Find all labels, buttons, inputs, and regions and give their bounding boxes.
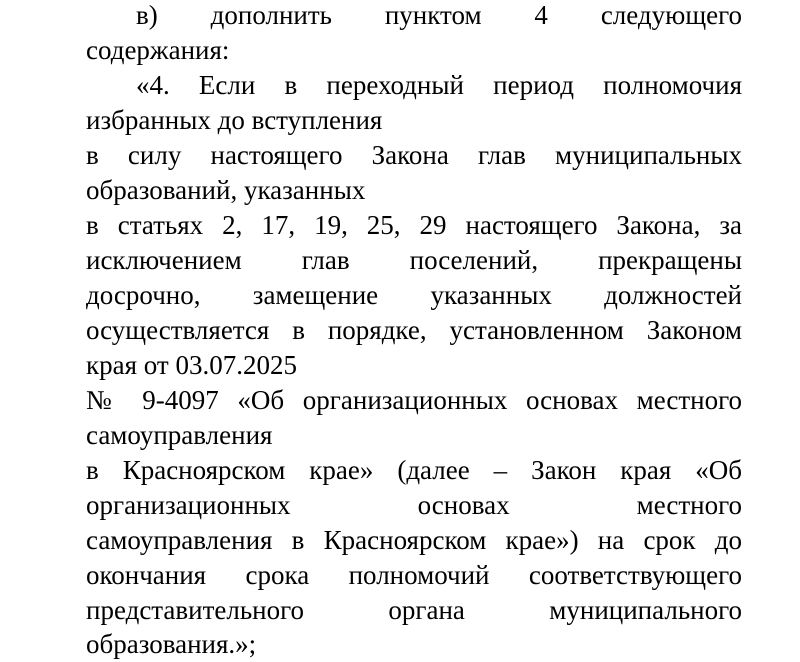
text-line-15: организационных основах местного [86,490,742,520]
text-line-1: в) дополнить пунктом 4 следующего [136,0,742,30]
text-line-5: в силу настоящего Закона глав муниципальных [86,140,742,170]
text-line-14: в Красноярском крае» (далее – Закон края «Об [86,455,742,485]
text-line-13: самоуправления [86,420,273,450]
text-line-3: «4. Если в переходный период полномочия [136,70,742,100]
text-line-19: образования.»; [86,629,257,659]
text-line-9: досрочно, замещение указанных должностей [86,280,742,310]
text-line-16: самоуправления в Красноярском крае») на срок до [86,525,742,555]
text-line-4: избранных до вступления [86,105,383,135]
text-line-12: № 9-4097 «Об организационных основах местного [86,385,742,415]
text-line-10: осуществляется в порядке, установленном Законом [86,315,742,345]
text-line-6: образований, указанных [86,175,366,205]
text-line-7: в статьях 2, 17, 19, 25, 29 настоящего Закона, за [86,210,742,240]
text-line-8: исключением глав поселений, прекращены [86,245,742,275]
text-line-17: окончания срока полномочий соответствующего [86,560,742,590]
text-line-2: содержания: [86,35,230,65]
text-line-18: представительного органа муниципального [86,595,742,625]
text-line-11: края от 03.07.2025 [86,350,297,380]
